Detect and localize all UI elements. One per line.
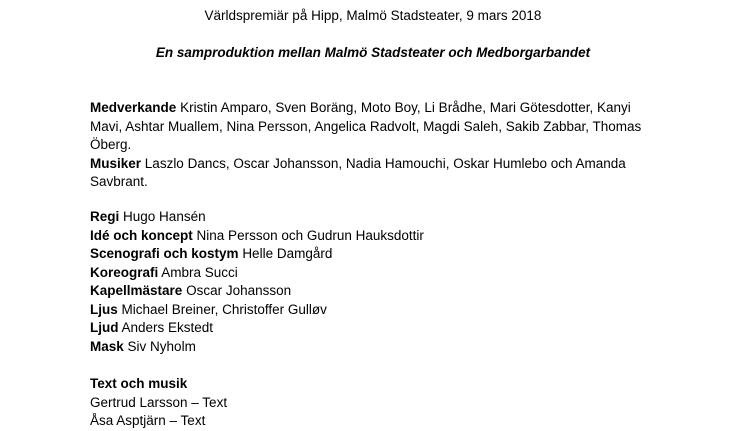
credit-names: Nina Persson och Gudrun Hauksdottir	[196, 227, 424, 243]
credit-entry-musiker	[90, 155, 660, 192]
music-section	[90, 375, 660, 431]
credit-role: Ljud	[90, 320, 119, 335]
premiere-line: Världspremiär på Hipp, Malmö Stadsteater, 9 mars 2018	[204, 8, 542, 23]
credit-entry-kapellmastare	[90, 282, 660, 301]
credit-role: Ljus	[90, 301, 118, 317]
credit-entry-ide-och-koncept	[90, 227, 660, 246]
credit-names: Oscar Johansson	[186, 283, 292, 298]
credit-names: Laszlo Dancs, Oscar Johansson, Nadia Hamouchi, Oskar Humlebo och Amanda Savbrant.	[90, 155, 626, 189]
credit-names: Michael Breiner, Christoffer Gulløv	[121, 301, 327, 317]
credit-names: Helle Damgård	[242, 246, 333, 261]
credit-role: Mask	[90, 338, 124, 354]
cast-section	[90, 99, 660, 192]
credit-entry-medverkande	[90, 99, 660, 155]
credit-names: Anders Ekstedt	[121, 320, 214, 335]
credit-names: Kristin Amparo, Sven Boräng, Moto Boy, Li Brådhe, Mari Götesdotter, Kanyi Mavi, Ashtar Muallem, Nina Persson, Angelica Radvolt, Magdi Saleh, Sakib Zabbar, Thomas Öberg.	[90, 100, 642, 152]
credit-role: Regi	[90, 209, 120, 224]
music-heading: Text och musik	[90, 376, 188, 391]
credit-names: Ambra Succi	[161, 264, 238, 280]
credit-role: Koreografi	[90, 264, 159, 280]
music-credit-line: Gertrud Larsson – Text	[90, 394, 228, 410]
coproduction-line: En samproduktion mellan Malmö Stadsteater och Medborgarbandet	[155, 45, 591, 60]
credit-entry-ljud	[90, 319, 660, 338]
credit-names: Siv Nyholm	[127, 338, 196, 354]
credit-entry-regi	[90, 208, 660, 227]
credit-names: Hugo Hansén	[123, 209, 206, 224]
music-credit-line: Åsa Asptjärn – Text	[90, 413, 206, 428]
credit-entry-koreografi	[90, 264, 660, 283]
credit-entry-ljus	[90, 301, 660, 320]
credit-role: Medverkande	[90, 100, 177, 115]
credit-role: Scenografi och kostym	[90, 246, 239, 261]
credit-role: Kapellmästare	[90, 283, 183, 298]
credit-entry-mask	[90, 338, 660, 357]
credit-entry-scenografi	[90, 245, 660, 264]
credit-role: Musiker	[90, 155, 142, 171]
credit-role: Idé och koncept	[90, 227, 193, 243]
crew-section	[90, 208, 660, 356]
